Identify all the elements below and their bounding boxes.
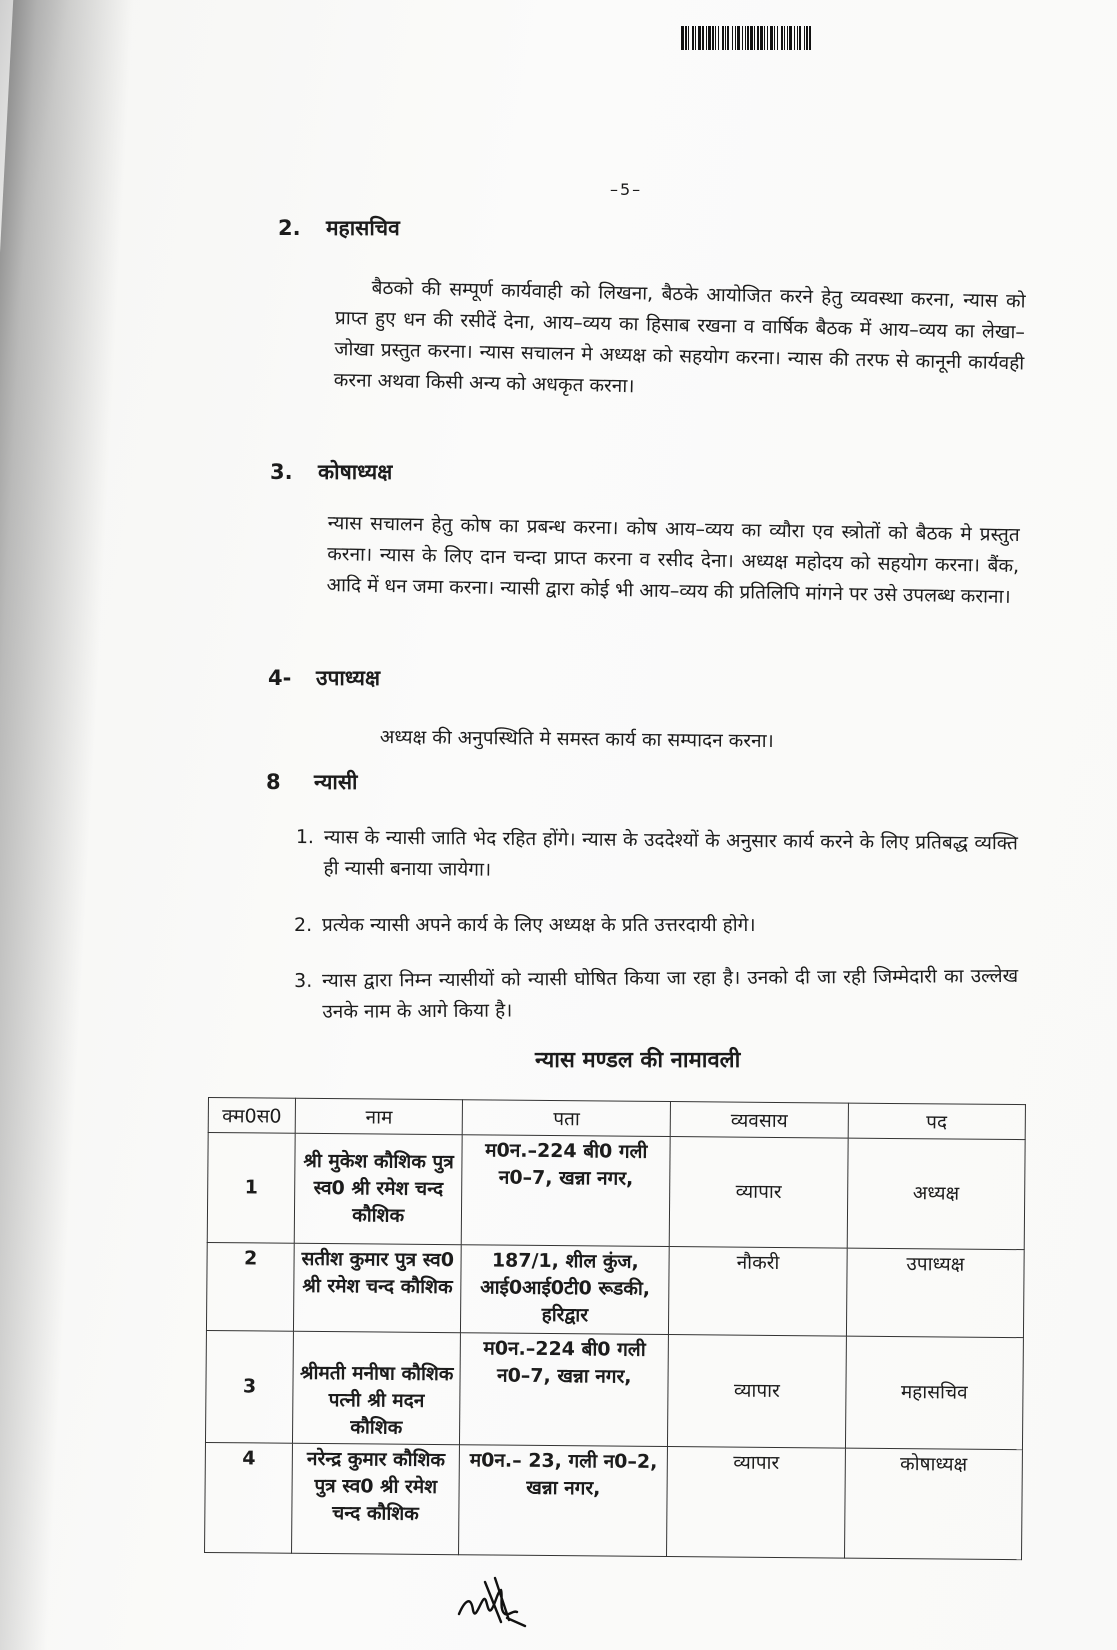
item-number: 2. (294, 914, 313, 936)
cell-occupation: व्यापार (667, 1447, 845, 1559)
table-row (206, 1242, 1024, 1337)
cell-serial: 1 (207, 1133, 295, 1244)
barcode-icon (681, 26, 979, 50)
section-heading-general-secretary (278, 214, 400, 242)
cell-post: अध्यक्ष (847, 1138, 1025, 1250)
item-text: न्यास द्वारा निम्न न्यासीयों को न्यासी घोषित किया जा रहा है। उनको दी जा रही जिम्मेदारी का उल्लेख उनके नाम के आगे किया है। (322, 964, 1019, 1023)
section-title: उपाध्यक्ष (316, 666, 381, 690)
paragraph-text: अध्यक्ष की अनुपस्थिति मे समस्त कार्य का सम्पादन करना। (379, 725, 774, 753)
cell-occupation: व्यापार (668, 1335, 846, 1449)
table-title: न्यास मण्डल की नामावली (535, 1048, 741, 1073)
cell-name: नरेन्द्र कुमार कौशिक पुत्र स्व0 श्री रमेश चन्द कौशिक (292, 1443, 460, 1554)
cell-serial: 2 (206, 1242, 294, 1331)
cell-post: उपाध्यक्ष (846, 1248, 1024, 1338)
cell-serial: 3 (205, 1330, 293, 1443)
section-paragraph-general-secretary (333, 272, 1025, 410)
section-paragraph-treasurer (326, 508, 1020, 613)
table-row (205, 1330, 1023, 1449)
section-number: 2. (278, 216, 301, 240)
cell-name: श्री मुकेश कौशिक पुत्र स्व0 श्री रमेश चन्द कौशिक (294, 1133, 462, 1244)
trust-board-table (204, 1097, 1026, 1560)
cell-serial: 4 (205, 1442, 293, 1553)
cell-occupation: नौकरी (669, 1247, 847, 1337)
table-row (207, 1133, 1025, 1250)
paragraph-text: न्यास सचालन हेतु कोष का प्रबन्ध करना। कोष आय–व्यय का व्यौरा एव स्त्रोतों को बैठक मे प्रस्तुत करना। न्यास के लिए दान चन्दा प्राप्त करना व रसीद देना। अध्यक्ष महोदय को सहयोग करना। बैंक, आदि में धन जमा करना। न्यासी द्वारा कोई भी आय–व्यय की प्रतिलिपि मांगने पर उसे उपलब्ध कराना। (326, 511, 1020, 608)
cell-occupation: व्यापार (670, 1137, 848, 1249)
cell-address: म0न.– 23, गली न0–2, खन्ना नगर, (459, 1445, 668, 1557)
column-header-post: पद (848, 1103, 1026, 1140)
section-heading-treasurer (270, 458, 392, 486)
section-title: कोषाध्यक्ष (318, 460, 393, 484)
section-title: न्यासी (314, 770, 358, 794)
item-number: 3. (294, 969, 313, 992)
section-title: महासचिव (326, 216, 400, 240)
section-paragraph-vice-president (380, 722, 900, 758)
cell-address: 187/1, शील कुंज, आई0आई0टी0 रूडकी, हरिद्वार (461, 1245, 670, 1335)
trustee-rule-item (294, 961, 1018, 1028)
item-text: प्रत्येक न्यासी अपने कार्य के लिए अध्यक्ष के प्रति उत्तरदायी होगे। (322, 914, 756, 936)
section-number: 8 (266, 770, 281, 794)
cell-address: म0न.–224 बी0 गली न0–7, खन्ना नगर, (460, 1333, 669, 1447)
section-number: 4- (268, 666, 292, 690)
paragraph-text: बैठको की सम्पूर्ण कार्यवाही को लिखना, बैठके आयोजित करने हेतु व्यवस्था करना, न्यास को प्राप्त हुए धन की रसीदें देना, आय–व्यय का हिसाब रखना व वार्षिक बैठक में आय–व्यय का लेखा–जोखा प्रस्तुत करना। न्यास सचालन मे अध्यक्ष को सहयोग करना। न्यास की तरफ से कानूनी कार्यवही करना अथवा किसी अन्य को अधकृत करना। (333, 276, 1026, 398)
cell-post: कोषाध्यक्ष (844, 1448, 1022, 1560)
item-text: न्यास के न्यासी जाति भेद रहित होंगे। न्यास के उददेश्यों के अनुसार कार्य करने के लिए प्रतिबद्ध व्यक्ति ही न्यासी बनाया जायेगा। (323, 826, 1018, 881)
item-number: 1. (295, 825, 315, 849)
cell-post: महासचिव (845, 1336, 1023, 1450)
trustee-rule-item (294, 910, 1016, 941)
trustee-rule-item (295, 822, 1018, 890)
barcode-bar (811, 26, 812, 50)
handwritten-signature-icon (455, 1570, 535, 1630)
column-header-occupation: व्यवसाय (670, 1102, 848, 1139)
column-header-serial: क्म0स0 (208, 1098, 295, 1134)
section-number: 3. (270, 460, 293, 484)
table-row (205, 1442, 1023, 1559)
page-edge-shadow (0, 0, 133, 1650)
page-number: –5– (610, 180, 643, 199)
cell-name: सतीश कुमार पुत्र स्व0 श्री रमेश चन्द कौशिक (294, 1243, 462, 1332)
section-heading-trustees (266, 768, 357, 796)
section-heading-vice-president (268, 664, 380, 692)
cell-name: श्रीमती मनीषा कौशिक पत्नी श्री मदन कौशिक (293, 1331, 461, 1444)
column-header-name: नाम (295, 1098, 462, 1134)
cell-address: म0न.–224 बी0 गली न0–7, खन्ना नगर, (461, 1135, 670, 1247)
column-header-address: पता (462, 1100, 670, 1137)
